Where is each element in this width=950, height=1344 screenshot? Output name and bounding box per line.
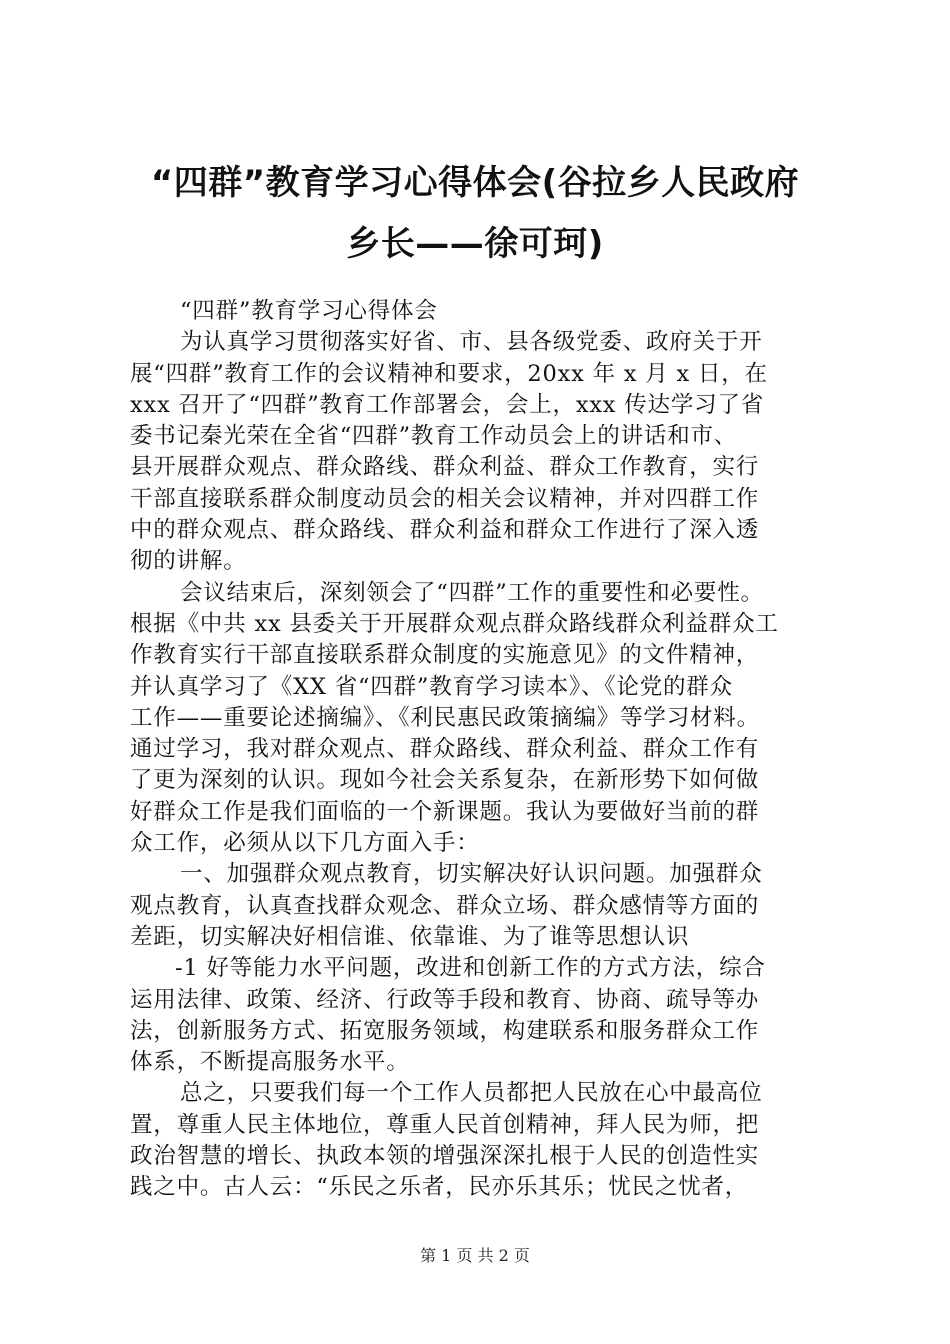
body-line: 工作——重要论述摘编》、《利民惠民政策摘编》等学习材料。 (130, 704, 760, 731)
body-line: 好群众工作是我们面临的一个新课题。我认为要做好当前的群 (130, 798, 760, 825)
page-footer: 第 1 页 共 2 页 (420, 1246, 530, 1265)
body-line: 通过学习，我对群众观点、群众路线、群众利益、群众工作有 (130, 736, 760, 763)
body-line: 一、加强群众观点教育，切实解决好认识问题。加强群众 (180, 861, 763, 888)
body-line: 作教育实行干部直接联系群众制度的实施意见》的文件精神， (130, 642, 760, 669)
body-line: 展“四群”教育工作的会议精神和要求，20xx 年 x 月 x 日，在 (130, 360, 768, 387)
body-line: 干部直接联系群众制度动员会的相关会议精神，并对四群工作 (130, 485, 760, 512)
body-line: 了更为深刻的认识。现如今社会关系复杂，在新形势下如何做 (130, 767, 760, 794)
document-title-line-1: “四群”教育学习心得体会(谷拉乡人民政府 (150, 163, 800, 203)
body-line: 法，创新服务方式、拓宽服务领域，构建联系和服务群众工作 (130, 1017, 760, 1044)
body-line: 总之，只要我们每一个工作人员都把人民放在心中最高位 (180, 1080, 763, 1107)
document-body (130, 296, 830, 1204)
body-line: 践之中。古人云：“乐民之乐者，民亦乐其乐；忧民之忧者， (130, 1174, 749, 1201)
body-line: -1 好等能力水平问题，改进和创新工作的方式方法，综合 (175, 955, 766, 982)
body-line: 为认真学习贯彻落实好省、市、县各级党委、政府关于开 (180, 329, 763, 356)
document-title-line-2: 乡长——徐可珂) (346, 224, 604, 264)
body-line: 差距，切实解决好相信谁、依靠谁、为了谁等思想认识 (130, 923, 690, 950)
body-line: 委书记秦光荣在全省“四群”教育工作动员会上的讲话和市、 (130, 423, 738, 450)
body-line: 体系，不断提高服务水平。 (130, 1049, 410, 1076)
body-line: 置，尊重人民主体地位，尊重人民首创精神，拜人民为师，把 (130, 1111, 760, 1138)
body-line: 观点教育，认真查找群众观念、群众立场、群众感情等方面的 (130, 892, 760, 919)
body-line: 中的群众观点、群众路线、群众利益和群众工作进行了深入透 (130, 517, 760, 544)
body-line: 县开展群众观点、群众路线、群众利益、群众工作教育，实行 (130, 454, 760, 481)
body-line: 并认真学习了《XX 省“四群”教育学习读本》、《论党的群众 (130, 673, 733, 700)
body-line: 运用法律、政策、经济、行政等手段和教育、协商、疏导等办 (130, 986, 760, 1013)
body-line: 根据《中共 xx 县委关于开展群众观点群众路线群众利益群众工 (130, 610, 779, 637)
body-line: 彻的讲解。 (130, 548, 247, 575)
body-line: 政治智慧的增长、执政本领的增强深深扎根于人民的创造性实 (130, 1143, 760, 1170)
body-line: xxx 召开了“四群”教育工作部署会，会上，xxx 传达学习了省 (130, 391, 765, 418)
body-line: 众工作，必须从以下几方面入手： (130, 830, 480, 857)
body-line: 会议结束后，深刻领会了“四群”工作的重要性和必要性。 (180, 579, 764, 606)
body-line: “四群”教育学习心得体会 (180, 298, 438, 324)
